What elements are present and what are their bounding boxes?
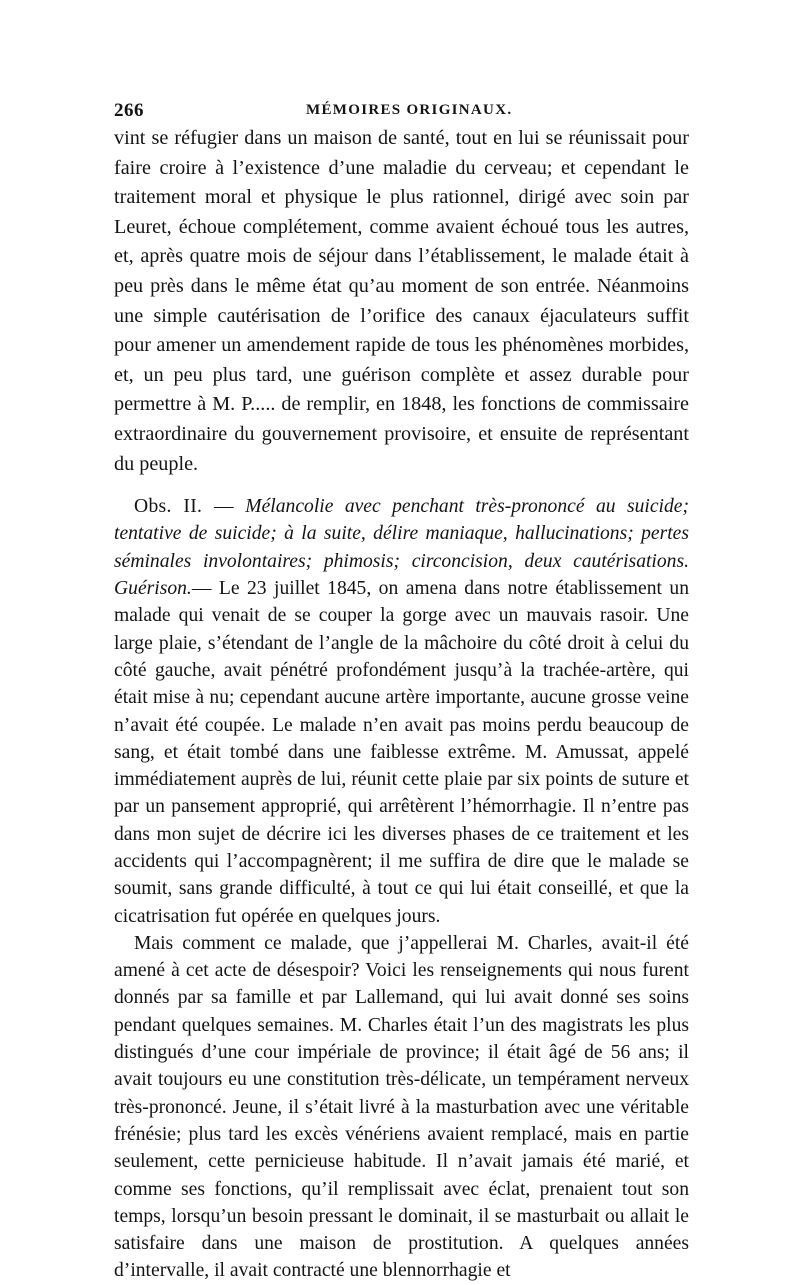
paragraph-history: Mais comment ce malade, que j’appellerai M. Charles, avait-il été amené à cet acte de désespoir? Voici les renseignements qui nous furent donnés par sa famille et par Lallemand, qui lui avait donné ses soins pendant quelques semaines. M. Charles était l’un des magistrats les plus distingués d’une cour impériale de province; il était âgé de 56 ans; il avait toujours eu une constitution très-délicate, un tempérament nerveux très-prononcé. Jeune, il s’était livré à la masturbation avec une véritable frénésie; plus tard les excès vénériens avaient remplacé, mais en partie seulement, cette pernicieuse habitude. Il n’avait jamais été marié, et comme ses fonctions, qu’il remplissait avec éclat, prenaient tout son temps, lorsqu’un besoin pressant le dominait, il se masturbait ou allait le satisfaire dans une maison de prostitution. A quelques années d’intervalle, il avait contracté une blennorrhagie et <box>114 932 689 1282</box>
running-title: MÉMOIRES ORIGINAUX. <box>306 102 513 118</box>
observation-title: Mélancolie avec penchant très-prononcé au suicide; tentative de suicide; à la suite, délire maniaque, hallucinations; pertes séminales involontaires; phimosis; circoncision, deux cautérisations. Guérison. <box>114 496 689 600</box>
observation-label: Obs. II. — <box>134 496 234 518</box>
page-number: 266 <box>114 100 144 121</box>
paragraph-continuation: vint se réfugier dans un maison de santé, tout en lui se réunissait pour faire croire à l’existence d’une maladie du cerveau; et cependant le traitement moral et physique le plus rationnel, dirigé avec soin par Leuret, échoue complétement, comme avaient échoué tous les autres, et, après quatre mois de séjour dans l’établissement, le malade était à peu près dans le même état qu’au moment de son entrée. Néanmoins une simple cautérisation de l’orifice des canaux éjaculateurs suffit pour amener un amendement rapide de tous les phénomènes morbides, et, un peu plus tard, une guérison complète et assez durable pour permettre à M. P..... de remplir, en 1848, les fonctions de commissaire extraordinaire du gouvernement provisoire, et ensuite de représentant du peuple. <box>114 127 689 475</box>
observation-body: — Le 23 juillet 1845, on amena dans notre établissement un malade qui venait de se couper la gorge avec un mauvais rasoir. Une large plaie, s’étendant de l’angle de la mâchoire du côté droit à celui du côté gauche, avait pénétré profondément jusqu’à la trachée-artère, qui était mise à nu; cependant aucune artère importante, aucune grosse veine n’avait été coupée. Le malade n’en avait pas moins perdu beaucoup de sang, et était tombé dans une faiblesse extrême. M. Amussat, appelé immédiatement auprès de lui, réunit cette plaie par six points de suture et par un pansement approprié, qui arrêtèrent l’hémorrhagie. Il n’entre pas dans mon sujet de décrire ici les diverses phases de ce traitement et les accidents qui l’accompagnèrent; il me suffira de dire que le malade se soumit, sans grande difficulté, à tout ce qui lui était conseillé, et que la cicatrisation fut opérée en quelques jours. <box>114 578 689 927</box>
running-head <box>114 98 689 124</box>
observation-paragraph <box>114 493 689 930</box>
body-text <box>114 124 689 1285</box>
